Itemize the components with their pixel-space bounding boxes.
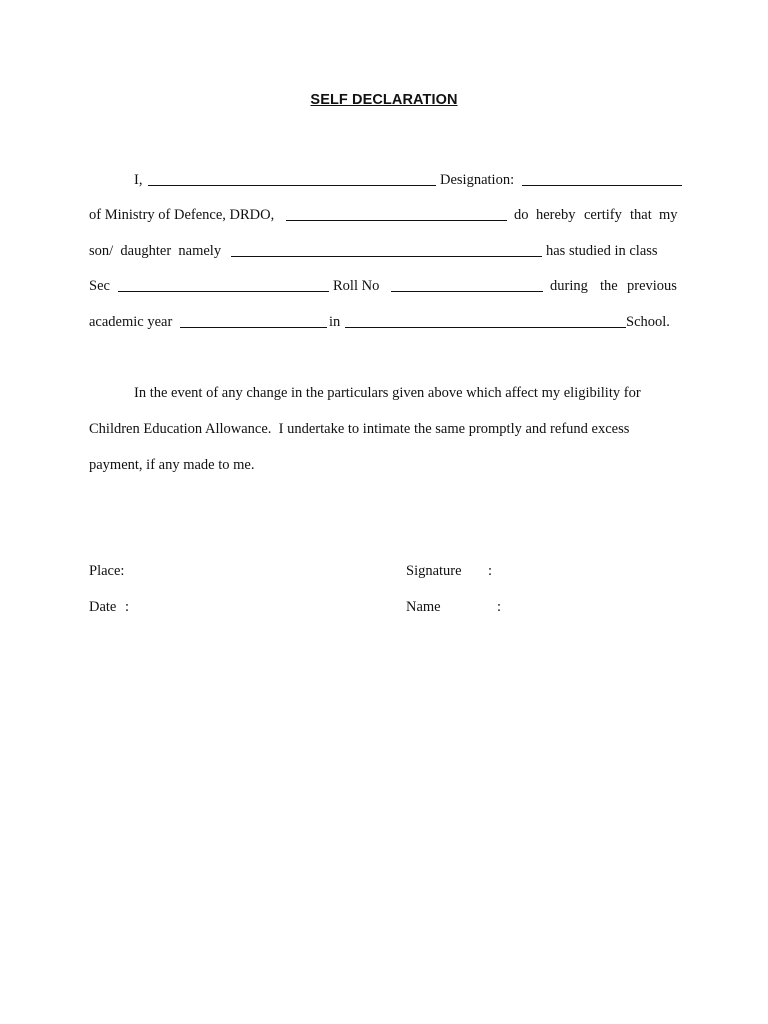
place-label: Place:: [89, 563, 125, 579]
academic-year-label: academic year: [89, 314, 173, 330]
section-blank[interactable]: [118, 291, 329, 292]
name-label: Name: [406, 599, 441, 615]
undertaking-line-1: In the event of any change in the particulars given above which affect my eligibility for: [134, 385, 641, 401]
child-name-blank[interactable]: [231, 256, 542, 257]
certify-word: certify: [584, 207, 622, 223]
certify-word: do: [514, 207, 529, 223]
designation-blank[interactable]: [522, 185, 682, 186]
certify-word: hereby: [536, 207, 576, 223]
declaration-line-2: [0, 205, 768, 225]
during-word: during: [550, 278, 588, 294]
school-name-blank[interactable]: [345, 327, 626, 328]
declaration-line-3: [0, 241, 768, 261]
certify-word: that: [630, 207, 652, 223]
academic-year-blank[interactable]: [180, 327, 327, 328]
sec-label: Sec: [89, 278, 110, 294]
roll-no-label: Roll No: [333, 278, 380, 294]
organisation-blank[interactable]: [286, 220, 507, 221]
declaration-line-5: [0, 312, 768, 332]
name-colon: :: [497, 599, 502, 615]
undertaking-line-2: Children Education Allowance. I undertake to intimate the same promptly and refund excess: [89, 421, 630, 437]
studied-label: has studied in class: [546, 243, 658, 259]
designation-label: Designation:: [440, 172, 515, 188]
during-word: previous: [627, 278, 677, 294]
date-label: Date: [89, 599, 117, 615]
ministry-label: of Ministry of Defence, DRDO,: [89, 207, 275, 223]
certify-word: my: [659, 207, 678, 223]
declarant-name-blank[interactable]: [148, 185, 436, 186]
declaration-line-4: [0, 276, 768, 296]
date-colon: :: [125, 599, 130, 615]
document-title: SELF DECLARATION: [310, 92, 458, 108]
son-daughter-label: son/ daughter namely: [89, 243, 222, 259]
roll-no-blank[interactable]: [391, 291, 543, 292]
undertaking-line-3: payment, if any made to me.: [89, 457, 255, 473]
i-label: I,: [134, 172, 143, 188]
in-label: in: [329, 314, 341, 330]
declaration-line-1: [0, 170, 768, 190]
school-label: School.: [626, 314, 670, 330]
signature-label: Signature: [406, 563, 462, 579]
signature-colon: :: [488, 563, 493, 579]
during-word: the: [600, 278, 618, 294]
